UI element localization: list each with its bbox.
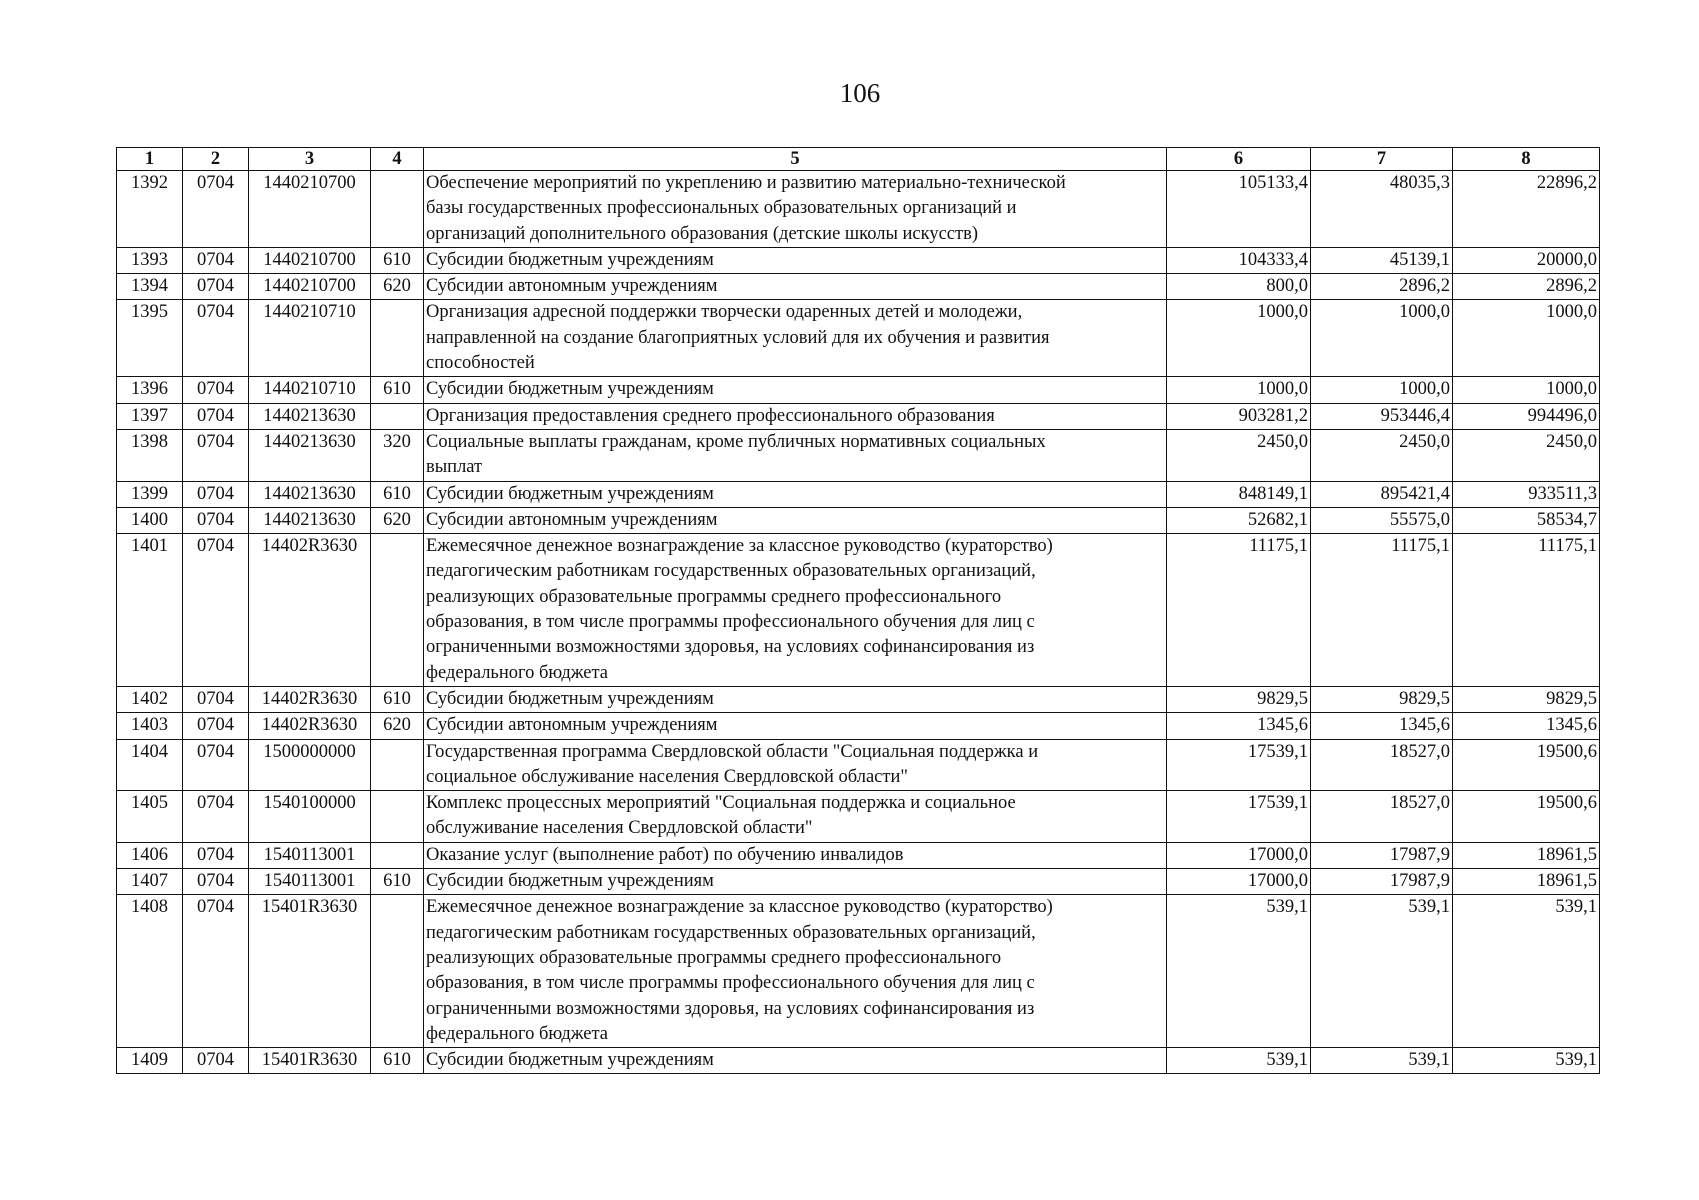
expense-type-code-cell: 620: [371, 507, 424, 533]
amount-cell-col-8: 1000,0: [1453, 377, 1600, 403]
expense-type-code-cell: 610: [371, 869, 424, 895]
amount-cell-col-6: 848149,1: [1167, 481, 1311, 507]
section-code-cell: 0704: [183, 429, 249, 481]
expense-type-code-cell: 610: [371, 481, 424, 507]
amount-cell-col-8: 539,1: [1453, 895, 1600, 1048]
table-row: [117, 1048, 1600, 1074]
item-name-line: ограниченными возможностями здоровья, на условиях софинансирования из: [426, 998, 1035, 1019]
table-row: [117, 274, 1600, 300]
item-name-line: выплат: [426, 457, 483, 478]
expense-type-code-cell: [371, 791, 424, 843]
table-row: [117, 791, 1600, 843]
amount-cell-col-7: 45139,1: [1311, 247, 1453, 273]
table-row: [117, 895, 1600, 1048]
amount-cell-col-8: 1000,0: [1453, 300, 1600, 377]
section-code-cell: 0704: [183, 403, 249, 429]
item-name-cell: [424, 842, 1167, 868]
column-header-6: 6: [1167, 148, 1311, 171]
target-article-code-cell: 1440213630: [249, 403, 371, 429]
item-name-line: Организация адресной поддержки творчески одаренных детей и молодежи,: [426, 302, 1023, 323]
item-name-line: обслуживание населения Свердловской области": [426, 818, 813, 839]
amount-cell-col-6: 903281,2: [1167, 403, 1311, 429]
amount-cell-col-8: 994496,0: [1453, 403, 1600, 429]
amount-cell-col-6: 539,1: [1167, 895, 1311, 1048]
item-name-line: педагогическим работникам государственных образовательных организаций,: [426, 922, 1036, 943]
item-name-cell: [424, 403, 1167, 429]
table-row: [117, 534, 1600, 687]
expense-type-code-cell: [371, 534, 424, 687]
item-name-cell: [424, 171, 1167, 248]
row-number-cell: 1408: [117, 895, 183, 1048]
amount-cell-col-7: 9829,5: [1311, 686, 1453, 712]
item-name-line: Субсидии бюджетным учреждениям: [426, 249, 714, 270]
expense-type-code-cell: [371, 300, 424, 377]
page-number: 106: [839, 78, 881, 108]
row-number-cell: 1394: [117, 274, 183, 300]
item-name-line: базы государственных профессиональных образовательных организаций и: [426, 198, 1017, 219]
item-name-cell: [424, 895, 1167, 1048]
section-code-cell: 0704: [183, 869, 249, 895]
table-row: [117, 686, 1600, 712]
amount-cell-col-8: 1345,6: [1453, 713, 1600, 739]
amount-cell-col-7: 895421,4: [1311, 481, 1453, 507]
target-article-code-cell: 1440213630: [249, 429, 371, 481]
item-name-line: реализующих образовательные программы среднего профессионального: [426, 947, 1002, 968]
table-row: [117, 507, 1600, 533]
amount-cell-col-7: 18527,0: [1311, 739, 1453, 791]
item-name-line: Субсидии бюджетным учреждениям: [426, 1050, 714, 1071]
table-row: [117, 481, 1600, 507]
target-article-code-cell: 14402R3630: [249, 686, 371, 712]
amount-cell-col-8: 20000,0: [1453, 247, 1600, 273]
amount-cell-col-6: 1000,0: [1167, 377, 1311, 403]
target-article-code-cell: 15401R3630: [249, 1048, 371, 1074]
budget-table: [116, 147, 1600, 1074]
item-name-cell: [424, 791, 1167, 843]
item-name-cell: [424, 507, 1167, 533]
table-row: [117, 377, 1600, 403]
table-row: [117, 300, 1600, 377]
expense-type-code-cell: 620: [371, 713, 424, 739]
amount-cell-col-7: 1000,0: [1311, 300, 1453, 377]
item-name-cell: [424, 534, 1167, 687]
row-number-cell: 1406: [117, 842, 183, 868]
column-header-3: 3: [249, 148, 371, 171]
amount-cell-col-6: 52682,1: [1167, 507, 1311, 533]
item-name-line: социальное обслуживание населения Свердловской области": [426, 766, 908, 787]
table-row: [117, 842, 1600, 868]
table-row: [117, 247, 1600, 273]
amount-cell-col-8: 933511,3: [1453, 481, 1600, 507]
expense-type-code-cell: 320: [371, 429, 424, 481]
target-article-code-cell: 15401R3630: [249, 895, 371, 1048]
amount-cell-col-6: 9829,5: [1167, 686, 1311, 712]
section-code-cell: 0704: [183, 686, 249, 712]
item-name-line: Субсидии автономным учреждениям: [426, 715, 718, 736]
expense-type-code-cell: [371, 403, 424, 429]
amount-cell-col-7: 539,1: [1311, 895, 1453, 1048]
target-article-code-cell: 1440210710: [249, 300, 371, 377]
row-number-cell: 1409: [117, 1048, 183, 1074]
row-number-cell: 1393: [117, 247, 183, 273]
section-code-cell: 0704: [183, 1048, 249, 1074]
section-code-cell: 0704: [183, 171, 249, 248]
amount-cell-col-7: 539,1: [1311, 1048, 1453, 1074]
item-name-line: способностей: [426, 353, 535, 374]
expense-type-code-cell: [371, 895, 424, 1048]
amount-cell-col-8: 2450,0: [1453, 429, 1600, 481]
item-name-line: организаций дополнительного образования (детские школы искусств): [426, 223, 978, 244]
section-code-cell: 0704: [183, 534, 249, 687]
amount-cell-col-7: 18527,0: [1311, 791, 1453, 843]
row-number-cell: 1404: [117, 739, 183, 791]
amount-cell-col-6: 17539,1: [1167, 791, 1311, 843]
amount-cell-col-7: 2896,2: [1311, 274, 1453, 300]
target-article-code-cell: 1440210710: [249, 377, 371, 403]
expense-type-code-cell: 610: [371, 1048, 424, 1074]
item-name-cell: [424, 247, 1167, 273]
row-number-cell: 1396: [117, 377, 183, 403]
amount-cell-col-6: 1345,6: [1167, 713, 1311, 739]
amount-cell-col-8: 2896,2: [1453, 274, 1600, 300]
row-number-cell: 1405: [117, 791, 183, 843]
item-name-cell: [424, 869, 1167, 895]
target-article-code-cell: 1540113001: [249, 869, 371, 895]
item-name-cell: [424, 481, 1167, 507]
expense-type-code-cell: [371, 739, 424, 791]
item-name-line: ограниченными возможностями здоровья, на условиях софинансирования из: [426, 637, 1035, 658]
row-number-cell: 1400: [117, 507, 183, 533]
amount-cell-col-7: 48035,3: [1311, 171, 1453, 248]
section-code-cell: 0704: [183, 247, 249, 273]
expense-type-code-cell: 620: [371, 274, 424, 300]
column-header-2: 2: [183, 148, 249, 171]
amount-cell-col-8: 22896,2: [1453, 171, 1600, 248]
amount-cell-col-6: 800,0: [1167, 274, 1311, 300]
amount-cell-col-7: 953446,4: [1311, 403, 1453, 429]
amount-cell-col-8: 539,1: [1453, 1048, 1600, 1074]
target-article-code-cell: 1540100000: [249, 791, 371, 843]
item-name-line: Субсидии автономным учреждениям: [426, 509, 718, 530]
item-name-line: Социальные выплаты гражданам, кроме публичных нормативных социальных: [426, 431, 1046, 452]
amount-cell-col-8: 9829,5: [1453, 686, 1600, 712]
expense-type-code-cell: 610: [371, 686, 424, 712]
item-name-line: Организация предоставления среднего профессионального образования: [426, 405, 995, 426]
amount-cell-col-6: 539,1: [1167, 1048, 1311, 1074]
target-article-code-cell: 14402R3630: [249, 534, 371, 687]
amount-cell-col-7: 2450,0: [1311, 429, 1453, 481]
item-name-cell: [424, 377, 1167, 403]
item-name-line: Субсидии автономным учреждениям: [426, 276, 718, 297]
table-body: [117, 171, 1600, 1074]
target-article-code-cell: 1440213630: [249, 507, 371, 533]
item-name-line: Оказание услуг (выполнение работ) по обучению инвалидов: [426, 844, 904, 865]
amount-cell-col-8: 19500,6: [1453, 791, 1600, 843]
table-row: [117, 713, 1600, 739]
amount-cell-col-6: 17539,1: [1167, 739, 1311, 791]
item-name-cell: [424, 274, 1167, 300]
item-name-cell: [424, 1048, 1167, 1074]
row-number-cell: 1401: [117, 534, 183, 687]
column-header-4: 4: [371, 148, 424, 171]
section-code-cell: 0704: [183, 507, 249, 533]
amount-cell-col-6: 2450,0: [1167, 429, 1311, 481]
item-name-line: образования, в том числе программы профессионального обучения для лиц с: [426, 973, 1035, 994]
item-name-line: Субсидии бюджетным учреждениям: [426, 379, 714, 400]
row-number-cell: 1397: [117, 403, 183, 429]
item-name-line: федерального бюджета: [426, 662, 609, 683]
item-name-line: образования, в том числе программы профессионального обучения для лиц с: [426, 612, 1035, 633]
item-name-line: Субсидии бюджетным учреждениям: [426, 871, 714, 892]
amount-cell-col-7: 17987,9: [1311, 869, 1453, 895]
amount-cell-col-6: 105133,4: [1167, 171, 1311, 248]
item-name-line: педагогическим работникам государственных образовательных организаций,: [426, 561, 1036, 582]
row-number-cell: 1402: [117, 686, 183, 712]
table-row: [117, 429, 1600, 481]
column-header-5: 5: [424, 148, 1167, 171]
expense-type-code-cell: [371, 171, 424, 248]
amount-cell-col-8: 19500,6: [1453, 739, 1600, 791]
target-article-code-cell: 1500000000: [249, 739, 371, 791]
item-name-line: Ежемесячное денежное вознаграждение за классное руководство (кураторство): [426, 897, 1053, 918]
target-article-code-cell: 1440210700: [249, 247, 371, 273]
item-name-cell: [424, 429, 1167, 481]
amount-cell-col-8: 18961,5: [1453, 842, 1600, 868]
section-code-cell: 0704: [183, 895, 249, 1048]
amount-cell-col-6: 17000,0: [1167, 842, 1311, 868]
item-name-cell: [424, 300, 1167, 377]
expense-type-code-cell: 610: [371, 377, 424, 403]
section-code-cell: 0704: [183, 481, 249, 507]
item-name-line: Ежемесячное денежное вознаграждение за классное руководство (кураторство): [426, 536, 1053, 557]
row-number-cell: 1395: [117, 300, 183, 377]
section-code-cell: 0704: [183, 274, 249, 300]
amount-cell-col-7: 17987,9: [1311, 842, 1453, 868]
target-article-code-cell: 14402R3630: [249, 713, 371, 739]
amount-cell-col-7: 55575,0: [1311, 507, 1453, 533]
item-name-line: Субсидии бюджетным учреждениям: [426, 483, 714, 504]
target-article-code-cell: 1540113001: [249, 842, 371, 868]
item-name-line: федерального бюджета: [426, 1023, 609, 1044]
section-code-cell: 0704: [183, 842, 249, 868]
section-code-cell: 0704: [183, 300, 249, 377]
amount-cell-col-8: 18961,5: [1453, 869, 1600, 895]
section-code-cell: 0704: [183, 791, 249, 843]
amount-cell-col-7: 11175,1: [1311, 534, 1453, 687]
row-number-cell: 1392: [117, 171, 183, 248]
target-article-code-cell: 1440210700: [249, 274, 371, 300]
amount-cell-col-7: 1345,6: [1311, 713, 1453, 739]
table-row: [117, 739, 1600, 791]
row-number-cell: 1398: [117, 429, 183, 481]
amount-cell-col-8: 11175,1: [1453, 534, 1600, 687]
item-name-line: направленной на создание благоприятных условий для их обучения и развития: [426, 327, 1050, 348]
column-header-1: 1: [117, 148, 183, 171]
row-number-cell: 1399: [117, 481, 183, 507]
row-number-cell: 1403: [117, 713, 183, 739]
section-code-cell: 0704: [183, 739, 249, 791]
amount-cell-col-6: 11175,1: [1167, 534, 1311, 687]
item-name-cell: [424, 739, 1167, 791]
item-name-line: Комплекс процессных мероприятий "Социальная поддержка и социальное: [426, 793, 1016, 814]
table-row: [117, 171, 1600, 248]
expense-type-code-cell: [371, 842, 424, 868]
amount-cell-col-6: 104333,4: [1167, 247, 1311, 273]
item-name-line: Обеспечение мероприятий по укреплению и развитию материально-технической: [426, 173, 1066, 193]
section-code-cell: 0704: [183, 713, 249, 739]
item-name-line: реализующих образовательные программы среднего профессионального: [426, 586, 1002, 607]
column-header-8: 8: [1453, 148, 1600, 171]
expense-type-code-cell: 610: [371, 247, 424, 273]
item-name-cell: [424, 686, 1167, 712]
amount-cell-col-8: 58534,7: [1453, 507, 1600, 533]
amount-cell-col-6: 17000,0: [1167, 869, 1311, 895]
item-name-cell: [424, 713, 1167, 739]
section-code-cell: 0704: [183, 377, 249, 403]
column-header-7: 7: [1311, 148, 1453, 171]
amount-cell-col-6: 1000,0: [1167, 300, 1311, 377]
row-number-cell: 1407: [117, 869, 183, 895]
target-article-code-cell: 1440210700: [249, 171, 371, 248]
table-row: [117, 869, 1600, 895]
amount-cell-col-7: 1000,0: [1311, 377, 1453, 403]
table-row: [117, 403, 1600, 429]
item-name-line: Государственная программа Свердловской области "Социальная поддержка и: [426, 741, 1039, 762]
target-article-code-cell: 1440213630: [249, 481, 371, 507]
table-header-row: [117, 148, 1600, 171]
item-name-line: Субсидии бюджетным учреждениям: [426, 688, 714, 709]
